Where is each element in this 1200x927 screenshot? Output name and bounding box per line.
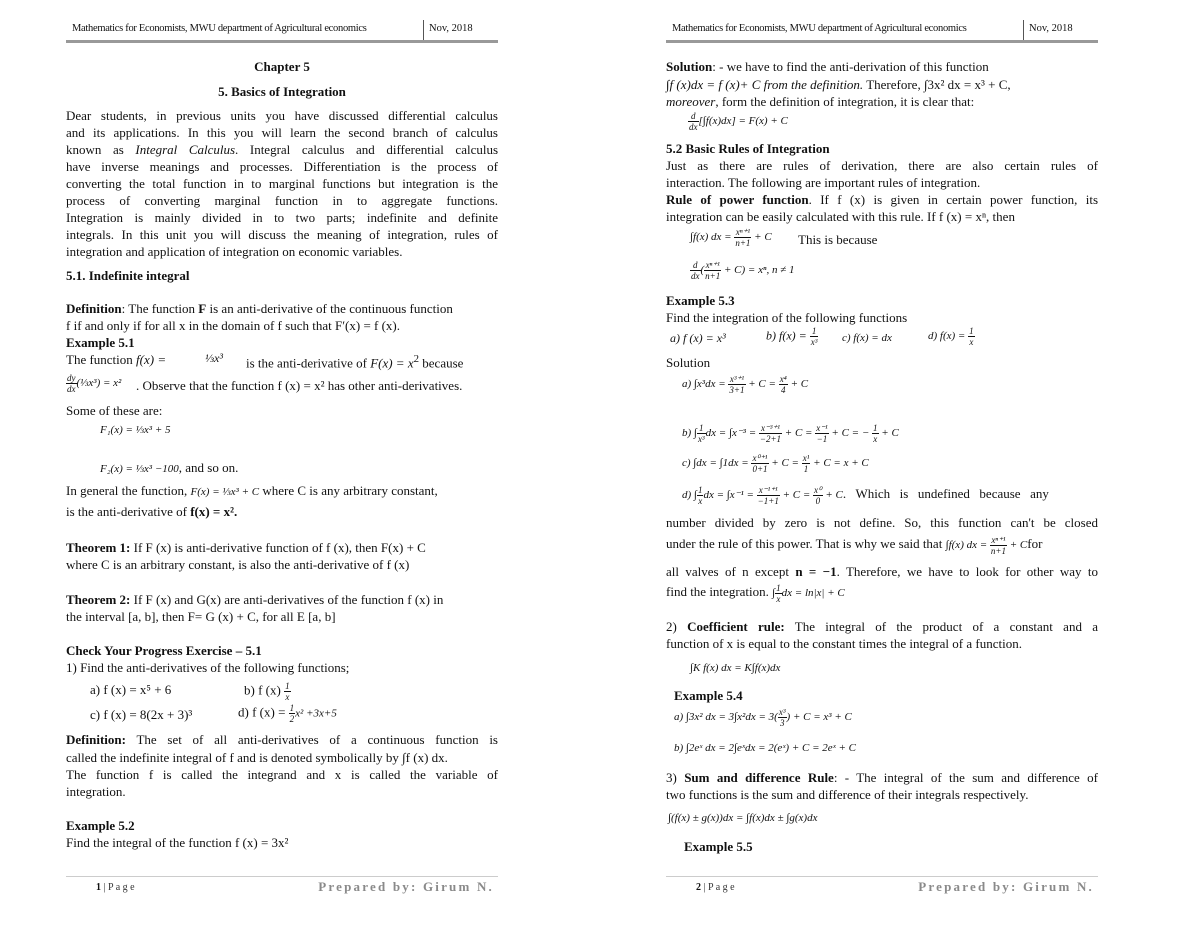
- page-1: Mathematics for Economists, MWU department of Agricultural economics Nov, 2018 Chapter 5 5. Basics of Integration Dear students, in previous units you have discussed differential calculus and its applications. In this you will learn the second branch of calculus known as Integral Calculus. Integral calculus and differential calculus have inverse meanings and processes. Differentiation is the process of converting the total function in to marginal functions but integration is the process of converting marginal function in to aggregate functions. Integration is mainly divided in to two parts; indefinite and definite integrals. In this unit you will discuss the meaning of integration, rules of integration and application of integration on economic variables. 5.1. Indefinite integral Definition: The function F is an anti-derivative of the continuous function f if and only if for all x in the domain of f such that F′(x) = f (x). Example 5.1 The function f(x) = ⅓x³ is the anti-derivative of $F(x) = x^2$ because $\frac{dy}{dx}$ (⅓x³) = x² . Observe that the function f (x) = x² has other anti-derivatives. Some of these are: F₁(x) = ⅓x³ + 5 F₂(x) = ⅓x³ −100, and so on. In general the function, F(x) = ⅓x³ + C where C is any arbitrary constant, is the anti-derivative of f(x) = x². Theorem 1: If F (x) is anti-derivative function of f (x), then F(x) + C where C is an arbitrary constant, is also the anti-derivative of f (x) Theorem 2: If F (x) and G(x) are anti-derivatives of the function f (x) in the interval [a, b], then F= G (x) + C, for all E [a, b] Check Your Progress Exercise – 5.1 1) Find the anti-derivatives of the following functions; a) f (x) = x⁵ + 6 b) f (x) $\frac{1}{x}$ c) f (x) = 8(2x + 3)³ d) f (x) = $\frac{1}{2}$ x² +3x+5 Definition: The set of all anti-derivatives of a continuous function is called the indefinite integral of f and is denoted symbolically by ∫f (x) dx. The function f is called the integrand and x is called the variable of integration. Example 5.2 Find the integral of the function f (x) = 3x² 1 | P a g e Prepared by: Girum N.: [66, 0, 498, 927]
- fraction-third-x3: ⅓x³: [205, 351, 223, 365]
- subsection-5-1: 5.1. Indefinite integral: [66, 268, 190, 283]
- power-rule-proof: $\frac{d}{dx}$ ( $\frac{\text{xⁿ⁺¹}}{n+1}$ + C) = xⁿ, n ≠ 1: [691, 260, 795, 281]
- exercise-b: b) f (x) $\frac{1}{x}$: [244, 681, 290, 702]
- solution-5-2: Solution: - we have to find the anti-derivation of this function: [666, 59, 989, 74]
- page-header: [666, 20, 1098, 43]
- example-5-2: Example 5.2: [66, 818, 135, 833]
- header-date: Nov, 2018: [1023, 20, 1073, 40]
- check-progress-heading: Check Your Progress Exercise – 5.1: [66, 643, 262, 658]
- definition-2: Definition: The set of all anti-derivatives of a continuous function is: [66, 732, 498, 747]
- example-5-5: Example 5.5: [684, 839, 753, 854]
- ex53-d: d) f(x) = $\frac{1}{x}$: [928, 326, 974, 347]
- example-5-1: Example 5.1: [66, 335, 135, 350]
- example-5-3: Example 5.3: [666, 293, 735, 308]
- theorem-2: Theorem 2: If F (x) and G(x) are anti-derivatives of the function f (x) in: [66, 592, 444, 607]
- section-title: 5. Basics of Integration: [218, 84, 346, 99]
- definition-1: Definition: The function F is an anti-derivative of the continuous function: [66, 301, 453, 316]
- ex54-a: a) ∫3x² dx = 3∫x²dx = 3( $\frac{\text{x³}}{3}$ ) + C = x³ + C: [674, 707, 852, 728]
- exercise-a: a) f (x) = x⁵ + 6: [90, 682, 172, 697]
- power-rule-equation: ∫f(x) dx = $\frac{\text{xⁿ⁺¹}}{n+1}$ + C: [690, 227, 772, 248]
- header-title: Mathematics for Economists, MWU department of Agricultural economics: [72, 23, 367, 34]
- sum-difference-equation: ∫(f(x) ± g(x))dx = ∫f(x)dx ± ∫g(x)dx: [668, 812, 818, 824]
- chapter-title: Chapter 5: [254, 59, 310, 74]
- coefficient-rule-equation: ∫K f(x) dx = K∫f(x)dx: [690, 662, 781, 674]
- exercise-d: d) f (x) = $\frac{1}{2}$ x² +3x+5: [238, 703, 337, 724]
- example-5-4: Example 5.4: [674, 688, 743, 703]
- header-date: Nov, 2018: [423, 20, 473, 40]
- ex53-c: c) f(x) = dx: [842, 332, 892, 344]
- exercise-c: c) f (x) = 8(2x + 3)³: [90, 707, 193, 722]
- solution-a: a) ∫x³dx = $\frac{\text{x³⁺¹}}{3+1}$ + C = $\frac{\text{x⁴}}{4}$ + C: [682, 374, 809, 395]
- solution-d: d) ∫ $\frac{1}{x}$ dx = ∫x⁻¹ = $\frac{\text{x⁻¹⁺¹}}{-1+1}$ + C = $\frac{\text{x⁰}}{0}$ + C. Which is undefined because any: [682, 485, 1049, 506]
- header-title: Mathematics for Economists, MWU department of Agricultural economics: [672, 23, 967, 34]
- prepared-by: Prepared by: Girum N.: [918, 879, 1094, 894]
- ex54-b: b) ∫2eˣ dx = 2∫eˣdx = 2(eˣ) + C = 2eˣ + C: [674, 742, 857, 754]
- page-footer: 2 | P a g e Prepared by: Girum N.: [666, 876, 1098, 895]
- ex53-a: a) f (x) = x³: [670, 331, 726, 345]
- solution-c: c) ∫dx = ∫1dx = $\frac{\text{x⁰⁺¹}}{0+1}$ + C = $\frac{\text{x¹}}{1}$ + C = x + C: [682, 453, 869, 474]
- sum-difference-rule: 3) Sum and difference Rule: - The integral of the sum and difference of: [666, 770, 1098, 785]
- subsection-5-2: 5.2 Basic Rules of Integration: [666, 141, 830, 156]
- solution-b: b) ∫ $\frac{1}{\text{x³}}$ dx = ∫x⁻³ = $\frac{\text{x⁻³⁺¹}}{-2+1}$ + C = $\frac{\text{x⁻¹}}{-1}$ + C = − $\frac{1}{x}$ + C: [682, 423, 899, 444]
- theorem-1: Theorem 1: If F (x) is anti-derivative function of f (x), then F(x) + C: [66, 540, 426, 555]
- antiderivative-f2: F₂(x) = ⅓x³ −100, and so on.: [100, 460, 239, 475]
- page-header: [66, 20, 498, 43]
- derivative-of-integral: $\frac{d}{dx}$ [∫f(x)dx] = F(x) + C: [689, 111, 788, 132]
- prepared-by: Prepared by: Girum N.: [318, 879, 494, 894]
- page-footer: 1 | P a g e Prepared by: Girum N.: [66, 876, 498, 895]
- rule-power-function: Rule of power function. If f (x) is given in certain power function, its: [666, 192, 1099, 207]
- ex53-b: b) f(x) = $\frac{1}{\text{x³}}$: [766, 326, 818, 347]
- page-2: Mathematics for Economists, MWU department of Agricultural economics Nov, 2018 Solution: - we have to find the anti-derivation of this function ∫f (x)dx = f (x)+ C from the definition. Therefore, ∫3x² dx = x³ + C, moreover, form the definition of integration, it is clear that: $\frac{d}{dx}$ [∫f(x)dx] = F(x) + C 5.2 Basic Rules of Integration Just as there are rules of derivation, there are also certain rules of interaction. The following are important rules of integration. Rule of power function. If f (x) is given in certain power function, its integration can be easily calculated with this rule. If f (x) = xⁿ, then ∫f(x) dx = $\frac{\text{xⁿ⁺¹}}{n+1}$ + C This is because $\frac{d}{dx}$ ( $\frac{\text{xⁿ⁺¹}}{n+1}$ + C) = xⁿ, n ≠ 1 Example 5.3 Find the integration of the following functions a) f (x) = x³ b) f(x) = $\frac{1}{\text{x³}}$ c) f(x) = dx d) f(x) = $\frac{1}{x}$ Solution a) ∫x³dx = $\frac{\text{x³⁺¹}}{3+1}$ + C = $\frac{\text{x⁴}}{4}$ + C b) ∫ $\frac{1}{\text{x³}}$ dx = ∫x⁻³ = $\frac{\text{x⁻³⁺¹}}{-2+1}$ + C = $\frac{\text{x⁻¹}}{-1}$ + C = − $\frac{1}{x}$ + C c) ∫dx = ∫1dx = $\frac{\text{x⁰⁺¹}}{0+1}$ + C = $\frac{\text{x¹}}{1}$ + C = x + C d) ∫ $\frac{1}{x}$ dx = ∫x⁻¹ = $\frac{\text{x⁻¹⁺¹}}{-1+1}$ + C = $\frac{\text{x⁰}}{0}$ + C. Which is undefined because any number divided by zero is not define. So, this function can't be closed under the rule of this power. That is why we said that ∫f(x) dx = $\frac{\text{xⁿ⁺¹}}{n+1}$ + Cfor all valves of n except n = −1. Therefore, we have to look for other way to find the integration. ∫ $\frac{1}{x}$ dx = ln|x| + C 2) Coefficient rule: The integral of the product of a constant and a function of x is equal to the constant times the integral of a function. ∫K f(x) dx = K∫f(x)dx Example 5.4 a) ∫3x² dx = 3∫x²dx = 3( $\frac{\text{x³}}{3}$ ) + C = x³ + C b) ∫2eˣ dx = 2∫eˣdx = 2(eˣ) + C = 2eˣ + C 3) Sum and difference Rule: - The integral of the sum and difference of two functions is the sum and difference of their integrals respectively. ∫(f(x) ± g(x))dx = ∫f(x)dx ± ∫g(x)dx Example 5.5 2 | P a g e Prepared by: Girum N.: [666, 0, 1098, 927]
- coefficient-rule: 2) Coefficient rule: The integral of the product of a constant and a: [666, 619, 1098, 634]
- derivative-expression: $\frac{dy}{dx}$ (⅓x³) = x²: [67, 373, 122, 394]
- antiderivative-f1: F₁(x) = ⅓x³ + 5: [100, 424, 171, 436]
